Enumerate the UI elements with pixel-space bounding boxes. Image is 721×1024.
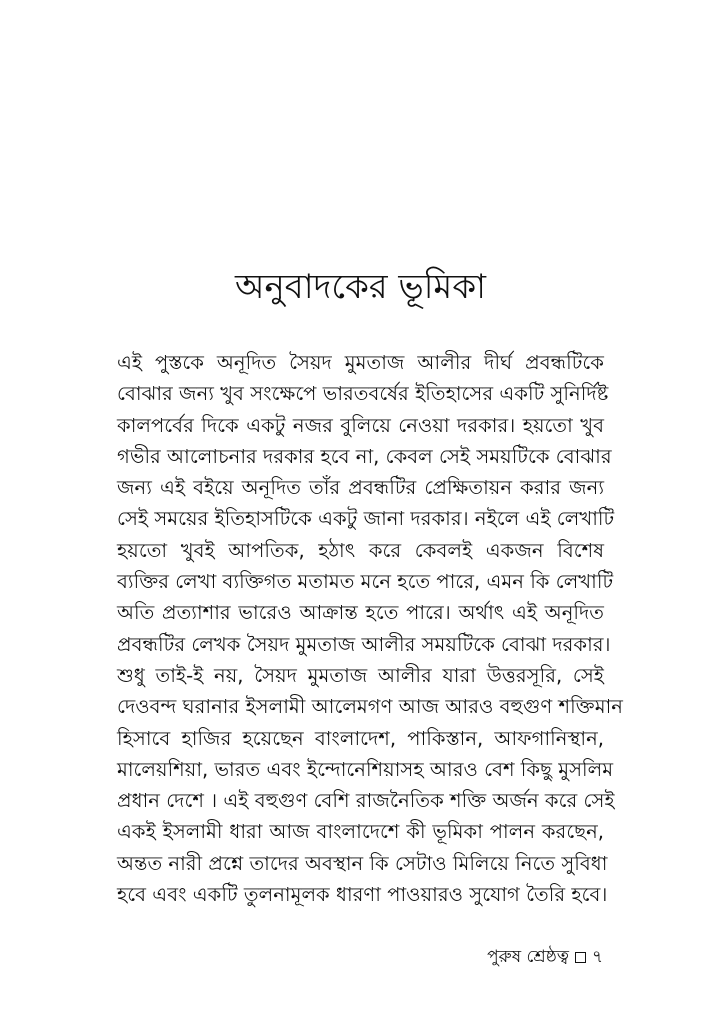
text-line: প্রধান দেশে । এই বহুগুণ বেশি রাজনৈতিক শক্তি অর্জন করে সেই <box>117 789 615 813</box>
text-line: ব্যক্তির লেখা ব্যক্তিগত মতামত মনে হতে পারে, এমন কি লেখাটি <box>117 570 614 594</box>
text-line: প্রবন্ধটির লেখক সৈয়দ মুমতাজ আলীর সময়টিকে বোঝা দরকার। <box>117 632 611 656</box>
text-line: হবে এবং একটি তুলনামূলক ধারণা পাওয়ারও সুযোগ তৈরি হবে। <box>117 883 608 907</box>
text-line: শুধু তাই-ই নয়, সৈয়দ মুমতাজ আলীর যারা উত্তরসূরি, সেই <box>117 663 604 687</box>
text-line: মালেয়শিয়া, ভারত এবং ইন্দোনেশিয়াসহ আরও বেশ কিছু মুসলিম <box>117 757 614 781</box>
page-footer <box>487 945 603 969</box>
text-line: কালপর্বের দিকে একটু নজর বুলিয়ে নেওয়া দরকার। হয়তো খুব <box>117 413 604 437</box>
text-line: জন্য এই বইয়ে অনূদিত তাঁর প্রবন্ধটির প্রেক্ষিতায়ন করার জন্য <box>117 476 604 500</box>
text-line: সেই সময়ের ইতিহাসটিকে একটু জানা দরকার। নইলে এই লেখাটি <box>117 507 615 531</box>
body-paragraph <box>117 347 623 910</box>
text-line: হয়তো খুবই আপতিক, হঠাৎ করে কেবলই একজন বিশেষ <box>117 538 604 562</box>
text-line: বোঝার জন্য খুব সংক্ষেপে ভারতবর্ষের ইতিহাসের একটি সুনির্দিষ্ট <box>117 382 609 406</box>
text-line: গভীর আলোচনার দরকার হবে না, কেবল সেই সময়টিকে বোঝার <box>117 444 612 468</box>
text-line: হিসাবে হাজির হয়েছেন বাংলাদেশ, পাকিস্তান, আফগানিস্থান, <box>117 726 604 750</box>
text-line: দেওবন্দ ঘরানার ইসলামী আলেমগণ আজ আরও বহুগুণ শক্তিমান <box>117 695 623 719</box>
text-line: অতি প্রত্যাশার ভারেও আক্রান্ত হতে পারে। অর্থাৎ এই অনূদিত <box>117 601 604 625</box>
square-separator-icon <box>575 952 586 963</box>
text-line: এই পুস্তকে অনূদিত সৈয়দ মুমতাজ আলীর দীর্ঘ প্রবন্ধটিকে <box>117 351 604 374</box>
text-line: অন্তত নারী প্রশ্নে তাদের অবস্থান কি সেটাও মিলিয়ে নিতে সুবিধা <box>117 851 608 875</box>
page-number: ৭ <box>591 947 603 967</box>
text-line: একই ইসলামী ধারা আজ বাংলাদেশে কী ভূমিকা পালন করছেন, <box>117 820 604 844</box>
page-title: অনুবাদকের ভূমিকা <box>235 267 486 307</box>
running-title: পুরুষ শ্রেষ্ঠত্ব <box>487 947 569 967</box>
